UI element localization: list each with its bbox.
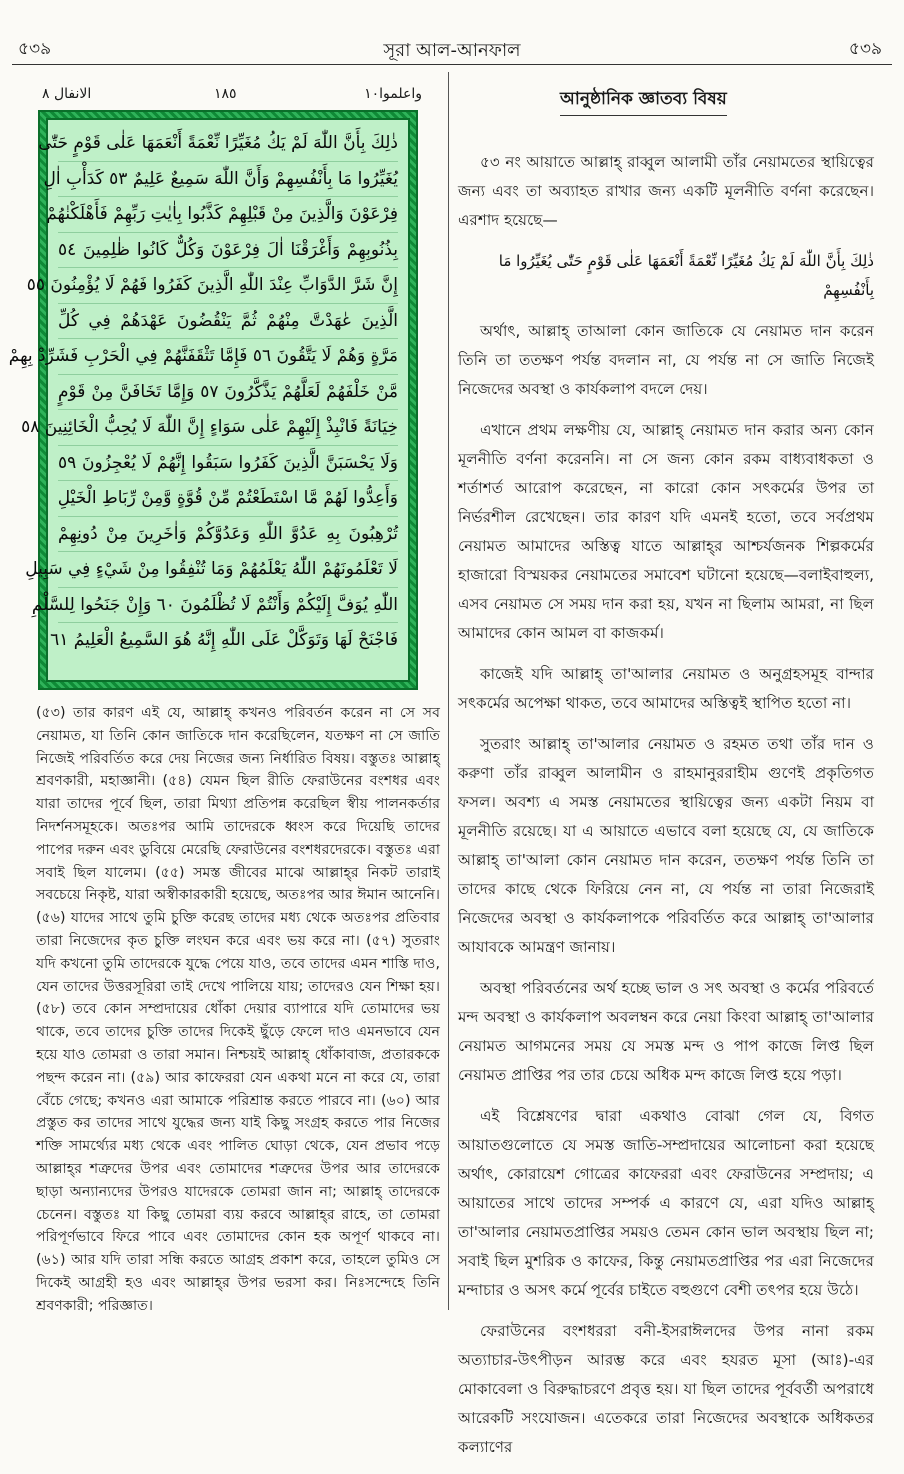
commentary-paragraph: ৫৩ নং আয়াতে আল্লাহ্‌ রাব্বুল আলামী তাঁর নেয়ামতের স্থায়িত্বের জন্য এবং তা অব্যাহত রাখার জন্য একটি মূলনীতি বর্ণনা করেছেন। এরশাদ হয়েছে— <box>458 153 874 229</box>
column-divider <box>448 72 449 1310</box>
quran-line: اللّٰهِ يُوَفَّ إِلَيْكُمْ وَأَنْتُمْ لَا تُظْلَمُونَ ٦٠ وَإِنْ جَنَحُوا لِلسَّلْمِ <box>58 588 398 624</box>
quran-text-box <box>8 118 410 682</box>
commentary-paragraph: এই বিশ্লেষণের দ্বারা একথাও বোঝা গেল যে, বিগত আয়াতগুলোতে যে সমস্ত জাতি-সম্প্রদায়ের আলোচনা করা হয়েছে অর্থাৎ, কোরায়েশ গোত্রের কাফেররা এবং ফেরাউনের সম্প্রদায়; এ আয়াতের সাথে তাদের সম্পর্ক এ কারণে যে, এরা যদিও আল্লাহ্‌ তা'আলার নেয়ামতপ্রাপ্তির সময়ও তেমন কোন ভাল অবস্থায় ছিল না; সবাই ছিল মুশরিক ও কাফের, কিন্তু নেয়ামতপ্রাপ্তির পর এরা নিজেদের মন্দাচার ও অসৎ কর্মে পূর্বের চাইতে বহুগুণে বেশী তৎপর হয়ে উঠে। <box>458 1107 874 1299</box>
commentary-paragraph: সুতরাং আল্লাহ্‌ তা'আলার নেয়ামত ও রহমত তথা তাঁর দান ও করুণা তাঁর রাব্বুল আলামীন ও রাহমানুররাহীম গুণেই প্রকৃতিগত ফসল। অবশ্য এ সমস্ত নেয়ামতের স্থায়িত্বের জন্য একটা নিয়ম বা মূলনীতি রয়েছে। যা এ আয়াতে এভাবে বলা হয়েছে যে, যে জাতিকে আল্লাহ্‌ তা'আলা কোন নেয়ামত দান করেন, ততক্ষণ পর্যন্ত তিনি তা তাদের কাছে থেকে ফিরিয়ে নেন না, যে পর্যন্ত না তারা নিজেরাই নিজেদের অবস্থা ও কার্যকলাপকে পরিবর্তিত করে আল্লাহ্‌ তা'আলার আযাবকে আমন্ত্রণ জানায়। <box>458 735 874 956</box>
quran-line: الَّذِينَ عٰهَدْتَّ مِنْهُمْ ثُمَّ يَنْقُضُونَ عَهْدَهُمْ فِي كُلِّ <box>58 304 398 340</box>
page-number-left: ৫৩৯ <box>18 39 52 59</box>
quran-line: خِيَانَةً فَانْبِذْ إِلَيْهِمْ عَلٰى سَوَاءٍ إِنَّ اللّٰهَ لَا يُحِبُّ الْخَائِنِينَ ٥٨ <box>58 410 398 446</box>
bengali-translation: (৫৩) তার কারণ এই যে, আল্লাহ্‌ কখনও পরিবর্তন করেন না সে সব নেয়ামত, যা তিনি কোন জাতিকে দান করেছিলেন, যতক্ষণ না সে জাতি নিজেই পরিবর্তিত করে দেয় নিজের জন্য নির্ধারিত বিষয়। বস্তুতঃ আল্লাহ্‌ শ্রবণকারী, মহাজ্ঞানী। (৫৪) যেমন ছিল রীতি ফেরাউনের বংশধর এবং যারা তাদের পূর্বে ছিল, তারা মিথ্যা প্রতিপন্ন করেছিল স্বীয় পালনকর্তার নিদর্শনসমূহকে। অতঃপর আমি তাদেরকে ধ্বংস করে দিয়েছি তাদের পাপের দরুন এবং ডুবিয়ে মেরেছি ফেরাউনের বংশধরদেরকে। বস্তুতঃ এরা সবাই ছিল যালেম। (৫৫) সমস্ত জীবের মাঝে আল্লাহ্‌র নিকট তারাই সবচেয়ে নিকৃষ্ট, যারা অস্বীকারকারী হয়েছে, অতঃপর আর ঈমান আনেনি। (৫৬) যাদের সাথে তুমি চুক্তি করেছ তাদের মধ্য থেকে অতঃপর প্রতিবার তারা নিজেদের কৃত চুক্তি লংঘন করে এবং ভয় করে না। (৫৭) সুতরাং যদি কখনো তুমি তাদেরকে যুদ্ধে পেয়ে যাও, তবে তাদের এমন শাস্তি দাও, যেন তাদের উত্তরসূরিরা তাই দেখে পালিয়ে যায়; তাদেরও যেন শিক্ষা হয়। (৫৮) তবে কোন সম্প্রদায়ের ধোঁকা দেয়ার ব্যাপারে যদি তোমাদের ভয় থাকে, তবে তাদের চুক্তি তাদের দিকেই ছুঁড়ে ফেলে দাও এমনভাবে যেন হয়ে যাও তোমরা ও তারা সমান। নিশ্চয়ই আল্লাহ্‌ ধোঁকাবাজ, প্রতারককে পছন্দ করেন না। (৫৯) আর কাফেররা যেন একথা মনে না করে যে, তারা বেঁচে গেছে; কখনও এরা আমাকে পরিশ্রান্ত করতে পারবে না। (৬০) আর প্রস্তুত কর তাদের সাথে যুদ্ধের জন্য যাই কিছু সংগ্রহ করতে পার নিজের শক্তি সামর্থ্যের মধ্য থেকে এবং পালিত ঘোড়া থেকে, যেন প্রভাব পড়ে আল্লাহ্‌র শত্রুদের উপর এবং তোমাদের শত্রুদের উপর আর তাদেরকে ছাড়া অন্যান্যদের উপরও যাদেরকে তোমরা জান না; আল্লাহ্‌ তাদেরকে চেনেন। বস্তুতঃ যা কিছু তোমরা ব্যয় করবে আল্লাহ্‌র রাহে, তা তোমরা পরিপূর্ণভাবে ফিরে পাবে এবং তোমাদের কোন হক অপূর্ণ থাকবে না। (৬১) আর যদি তারা সন্ধি করতে আগ্রহ প্রকাশ করে, তাহলে তুমিও সে দিকেই আগ্রহী হও এবং আল্লাহ্‌র উপর ভরসা কর। নিঃসন্দেহে তিনি শ্রবণকারী; পরিজ্ঞাত। <box>36 705 440 1314</box>
commentary-paragraph: ফেরাউনের বংশধররা বনী-ইসরাঈলদের উপর নানা রকম অত্যাচার-উৎপীড়ন আরম্ভ করে এবং হযরত মূসা (আঃ)-এর মোকাবেলা ও বিরুদ্ধাচরণে প্রবৃত্ত হয়। যা ছিল তাদের পূর্ববর্তী অপরাধে আরেকটি সংযোজন। এতেকরে তারা নিজেদের অবস্থাকে অধিকতর কল্যাণের <box>458 1322 874 1456</box>
quran-page-header <box>42 86 422 108</box>
quran-line: ذٰلِكَ بِأَنَّ اللّٰهَ لَمْ يَكُ مُغَيِّرًا نِّعْمَةً أَنْعَمَهَا عَلٰى قَوْمٍ حَتّٰى <box>58 126 398 162</box>
quran-line: يُغَيِّرُوا مَا بِأَنْفُسِهِمْ وَأَنَّ اللّٰهَ سَمِيعٌ عَلِيمٌ ٥٣ كَدَأْبِ اٰلِ <box>58 162 398 198</box>
quran-line: لَا تَعْلَمُونَهُمْ اللّٰهُ يَعْلَمُهُمْ وَمَا تُنْفِقُوا مِنْ شَيْءٍ فِي سَبِيلِ <box>58 552 398 588</box>
surah-label: الانفال ٨ <box>42 86 92 102</box>
mushaf-page-number: ١٨٥ <box>214 86 237 102</box>
commentary-paragraph: অবস্থা পরিবর্তনের অর্থ হচ্ছে ভাল ও সৎ অবস্থা ও কর্মের পরিবর্তে মন্দ অবস্থা ও কার্যকলাপ অবলম্বন করে নেয়া কিংবা আল্লাহ্‌ তা'আলার নেয়ামত আগমনের সময় যে সমস্ত মন্দ ও পাপ কাজে লিপ্ত ছিল নেয়ামত প্রাপ্তির পর তার চেয়ে অধিক মন্দ কাজে লিপ্ত হয়ে পড়া। <box>458 979 874 1084</box>
quran-line: فَاجْنَحْ لَهَا وَتَوَكَّلْ عَلَى اللّٰهِ إِنَّهُ هُوَ السَّمِيعُ الْعَلِيمُ ٦١ <box>50 630 398 650</box>
commentary-body <box>458 148 874 1474</box>
quran-line: مَرَّةٍ وَهُمْ لَا يَتَّقُونَ ٥٦ فَإِمَّا تَثْقَفَنَّهُمْ فِي الْحَرْبِ فَشَرِّدْ بِهِمْ <box>58 339 398 375</box>
page-number-right: ৫৩৯ <box>848 39 882 59</box>
commentary-paragraph: কাজেই যদি আল্লাহ্‌ তা'আলার নেয়ামত ও অনুগ্রহসমূহ বান্দার সৎকর্মের অপেক্ষা থাকত, তবে আমাদের অস্তিত্বই স্থাপিত হতো না। <box>458 665 874 712</box>
commentary-paragraph: অর্থাৎ, আল্লাহ্‌ তাআলা কোন জাতিকে যে নেয়ামত দান করেন তিনি তা ততক্ষণ পর্যন্ত বদলান না, যে পর্যন্ত না সে জাতি নিজেই নিজেদের অবস্থা ও কার্যকলাপ বদলে দেয়। <box>458 322 874 398</box>
quran-line: مَّنْ خَلْفَهُمْ لَعَلَّهُمْ يَذَّكَّرُونَ ٥٧ وَإِمَّا تَخَافَنَّ مِنْ قَوْمٍ <box>58 375 398 411</box>
quran-line: تُرْهِبُونَ بِهِ عَدُوَّ اللّٰهِ وَعَدُوَّكُمْ وَاٰخَرِينَ مِنْ دُونِهِمْ <box>58 517 398 553</box>
juz-label: واعلموا١٠ <box>364 86 422 102</box>
quran-line: وَأَعِدُّوا لَهُمْ مَّا اسْتَطَعْتُمْ مِّنْ قُوَّةٍ وَّمِنْ رِّبَاطِ الْخَيْلِ <box>58 481 398 517</box>
quran-frame <box>8 110 418 690</box>
quran-line: بِذُنُوبِهِمْ وَأَغْرَقْنَا اٰلَ فِرْعَوْنَ وَكُلٌّ كَانُوا ظٰلِمِينَ ٥٤ <box>58 233 398 269</box>
surah-title: সূরা আল-আনফাল <box>383 40 521 61</box>
quran-line: فِرْعَوْنَ وَالَّذِينَ مِنْ قَبْلِهِمْ كَذَّبُوا بِاٰيٰتِ رَبِّهِمْ فَأَهْلَكْنٰهُمْ <box>58 197 398 233</box>
commentary-paragraph: এখানে প্রথম লক্ষণীয় যে, আল্লাহ্‌ নেয়ামত দান করার অন্য কোন মূলনীতি বর্ণনা করেননি। না সে জন্য কোন রকম বাধ্যবাধকতা ও শর্তাশর্ত আরোপ করেছেন, না কারো কোন সৎকর্মের উপর তা নির্ভরশীল রেখেছেন। তার কারণ যদি এমনই হতো, তবে সর্বপ্রথম নেয়ামত আমাদের অস্তিত্ব যাতে আল্লাহ্‌র আশ্চর্যজনক শিল্পকর্মের হাজারো বিস্ময়কর নেয়ামতের সমাবেশ ঘটানো হয়েছে—বলাইবাহুল্য, এসব নেয়ামত সে সময় দান করা হয়, যখন না ছিলাম আমরা, না ছিল আমাদের কোন আমল বা কাজকর্ম। <box>458 421 874 642</box>
quran-line: إِنَّ شَرَّ الدَّوَابِّ عِنْدَ اللّٰهِ الَّذِينَ كَفَرُوا فَهُمْ لَا يُؤْمِنُونَ ٥٥ <box>58 268 398 304</box>
commentary-heading: আনুষ্ঠানিক জ্ঞাতব্য বিষয় <box>560 86 727 116</box>
quran-line: وَلَا يَحْسَبَنَّ الَّذِينَ كَفَرُوا سَبَقُوا إِنَّهُمْ لَا يُعْجِزُونَ ٥٩ <box>58 446 398 482</box>
page-header <box>12 30 892 65</box>
arabic-quote: ذٰلِكَ بِأَنَّ اللّٰهَ لَمْ يَكُ مُغَيِّرًا نِّعْمَةً أَنْعَمَهَا عَلٰى قَوْمٍ حَتّٰى يُغَيِّرُوا مَا بِأَنْفُسِهِمْ <box>498 252 874 299</box>
